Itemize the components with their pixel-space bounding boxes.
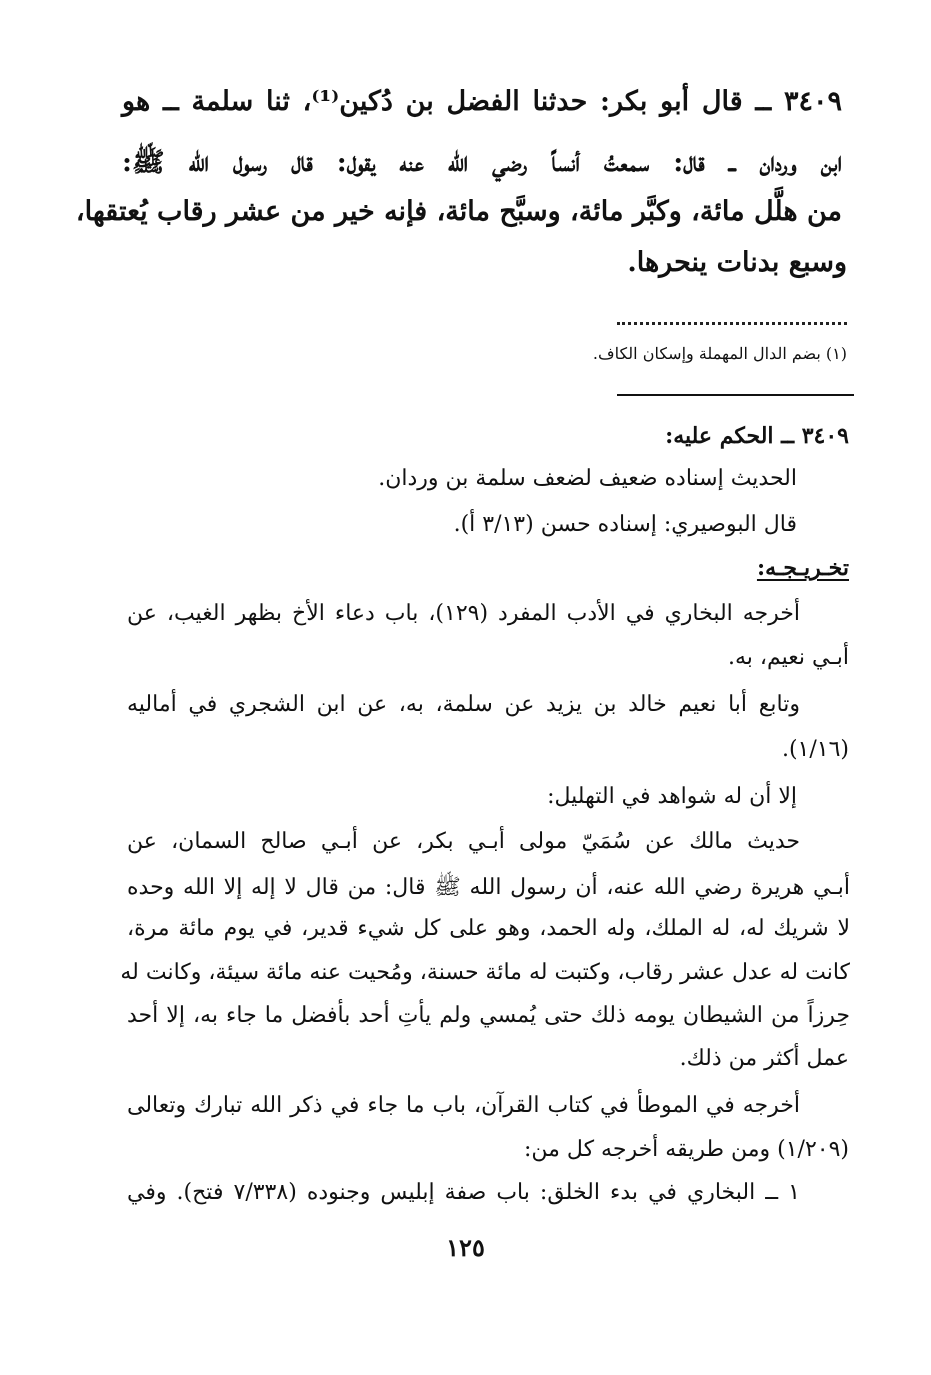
takhrij-p5-line-1: أخرجه في الموطأ في كتاب القرآن، باب ما جاء في ذكر الله تبارك وتعالى bbox=[127, 1093, 800, 1118]
hadith-line-4: وسبع بدنات ينحرها. bbox=[627, 247, 847, 278]
takhrij-p3-line-1: إلا أن له شواهد في التهليل: bbox=[547, 784, 797, 809]
takhrij-p6-line-1: ١ ــ البخاري في بدء الخلق: باب صفة إبليس وجنوده (٧/٣٣٨ فتح). وفي bbox=[127, 1180, 800, 1205]
ruling-heading: ٣٤٠٩ ــ الحكم عليه: bbox=[665, 423, 849, 449]
takhrij-p2-line-2: (١/١٦). bbox=[781, 737, 849, 762]
takhrij-p5-line-2: (١/٢٠٩) ومن طريقه أخرجه كل من: bbox=[523, 1137, 849, 1162]
page-number: ١٢٥ bbox=[446, 1233, 485, 1262]
takhrij-heading: تخـريـجـه: bbox=[756, 555, 849, 581]
footnote: (١) بضم الدال المهملة وإسكان الكاف. bbox=[592, 344, 847, 363]
takhrij-p4-line-2: أبـي هريرة رضي الله عنه، أن رسول الله ﷺ قال: من قال لا إله إلا الله وحده bbox=[127, 875, 850, 900]
takhrij-p4-line-1: حديث مالك عن سُمَيّ مولى أبـي بكر، عن أبـي صالح السمان، عن bbox=[127, 829, 800, 854]
ruling-line-1: الحديث إسناده ضعيف لضعف سلمة بن وردان. bbox=[378, 466, 797, 491]
hadith-line-1: ٣٤٠٩ ــ قال أبو بكر: حدثنا الفضل بن دُكين⁽¹⁾، ثنا سلمة ــ هو bbox=[122, 86, 842, 117]
hadith-line-3: من هلَّل مائة، وكبَّر مائة، وسبَّح مائة، فإنه خير من عشر رقاب يُعتقها، bbox=[75, 196, 842, 227]
takhrij-p2-line-1: وتابع أبا نعيم خالد بن يزيد عن سلمة، به، عن ابن الشجري في أماليه bbox=[127, 692, 800, 717]
section-rule bbox=[617, 394, 854, 396]
takhrij-p4-line-4: كانت له عدل عشر رقاب، وكتبت له مائة حسنة، ومُحيت عنه مائة سيئة، وكانت له bbox=[120, 960, 850, 985]
takhrij-p4-line-5: حِرزاً من الشيطان يومه ذلك حتى يُمسي ولم يأتِ أحد بأفضل ما جاء به، إلا أحد bbox=[127, 1003, 850, 1028]
takhrij-p4-line-3: لا شريك له، له الملك، وله الحمد، وهو على كل شيء قدير، في يوم مائة مرة، bbox=[127, 916, 850, 941]
takhrij-p4-line-6: عمل أكثر من ذلك. bbox=[679, 1046, 849, 1071]
footnote-separator bbox=[617, 322, 847, 325]
takhrij-p1-line-2: أبـي نعيم، به. bbox=[727, 645, 849, 670]
hadith-line-2: ابن وردان ــ قال: سمعتُ أنساً رضي الله عنه يقول: قال رسول الله ﷺ: bbox=[122, 147, 842, 178]
takhrij-p1-line-1: أخرجه البخاري في الأدب المفرد (١٢٩)، باب دعاء الأخ بظهر الغيب، عن bbox=[127, 601, 800, 626]
ruling-line-2: قال البوصيري: إسناده حسن (٣/١٣ أ). bbox=[453, 512, 797, 537]
